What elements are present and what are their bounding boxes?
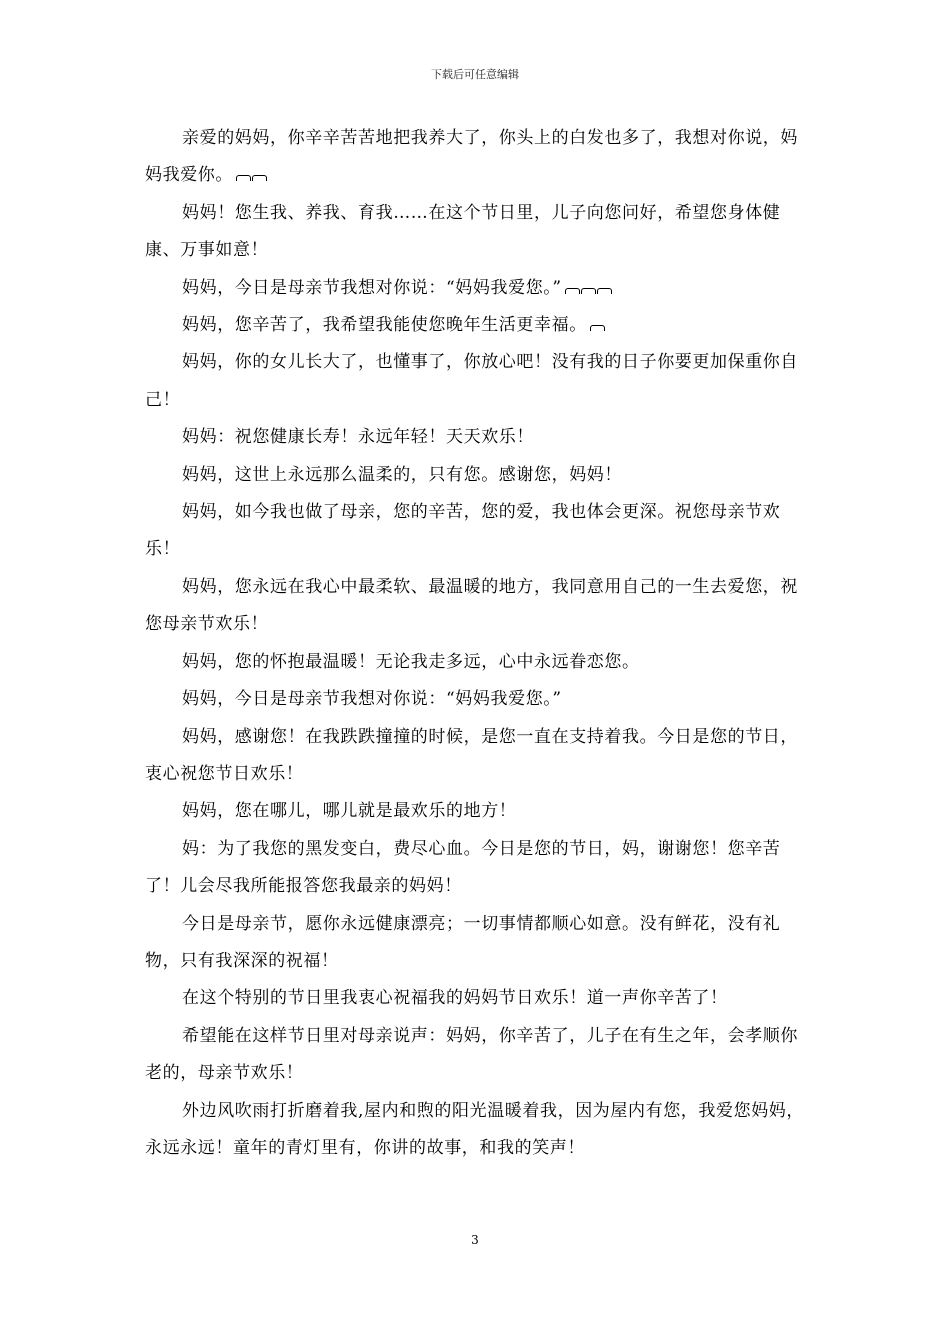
placeholder-marks: [236, 157, 268, 194]
paragraph: 妈妈，您在哪儿，哪儿就是最欢乐的地方！: [182, 801, 517, 822]
paragraph: 妈妈！您生我、养我、育我……在这个节日里，儿子向您问好，希望您身体健康、万事如意！: [145, 202, 781, 261]
paragraph: 外边风吹雨打折磨着我,屋内和煦的阳光温暖着我，因为屋内有您，我爱您妈妈，永远永远！童年的青灯里有，你讲的故事，和我的笑声！: [145, 1100, 805, 1158]
placeholder-mark-icon: [565, 288, 580, 294]
page-number: 3: [471, 1233, 479, 1247]
paragraph: 妈妈，您的怀抱最温暖！无论我走多远，心中永远眷恋您。: [182, 651, 640, 672]
paragraph: 妈妈，您永远在我心中最柔软、最温暖的地方，我同意用自己的一生去爱您，祝您母亲节欢乐！: [145, 576, 798, 635]
paragraph: 亲爱的妈妈，你辛辛苦苦地把我养大了，你头上的白发也多了，我想对你说，妈妈我爱你。: [145, 120, 807, 195]
placeholder-mark-icon: [236, 175, 251, 181]
paragraph: 今日是母亲节，愿你永远健康漂亮；一切事情都顺心如意。没有鲜花，没有礼物，只有我深深的祝福！: [145, 913, 781, 971]
paragraph: 妈妈，如今我也做了母亲，您的辛苦，您的爱，我也体会更深。祝您母亲节欢乐！: [145, 502, 781, 560]
paragraph: 妈妈，这世上永远那么温柔的，只有您。感谢您，妈妈！: [182, 464, 622, 485]
paragraph: 妈妈，您辛苦了，我希望我能使您晚年生活更幸福。: [145, 307, 807, 344]
document-body: [145, 120, 807, 1167]
placeholder-mark-icon: [252, 175, 267, 181]
page-header: 下载后可任意编辑: [431, 68, 519, 81]
placeholder-marks: [565, 270, 613, 307]
placeholder-mark-icon: [590, 325, 605, 331]
paragraph: 妈妈，今日是母亲节我想对你说：“妈妈我爱您。”: [145, 270, 807, 307]
placeholder-marks: [590, 307, 606, 344]
placeholder-mark-icon: [597, 288, 612, 294]
paragraph: 希望能在这样节日里对母亲说声：妈妈，你辛苦了，儿子在有生之年，会孝顺你老的，母亲节欢乐！: [145, 1025, 798, 1084]
paragraph: 妈妈，你的女儿长大了，也懂事了，你放心吧！没有我的日子你要更加保重你自己！: [145, 352, 798, 410]
paragraph: 在这个特别的节日里我衷心祝福我的妈妈节日欢乐！道一声你辛苦了！: [182, 988, 728, 1009]
paragraph: 妈：为了我您的黑发变白，费尽心血。今日是您的节日，妈，谢谢您！您辛苦了！儿会尽我所能报答您我最亲的妈妈！: [145, 838, 781, 897]
paragraph: 妈妈：祝您健康长寿！永远年轻！天天欢乐！: [182, 427, 534, 448]
placeholder-mark-icon: [581, 288, 596, 294]
paragraph: 妈妈，今日是母亲节我想对你说：“妈妈我爱您。”: [182, 689, 562, 710]
paragraph: 妈妈，感谢您！在我跌跌撞撞的时候，是您一直在支持着我。今日是您的节日，衷心祝您节日欢乐！: [145, 726, 798, 784]
